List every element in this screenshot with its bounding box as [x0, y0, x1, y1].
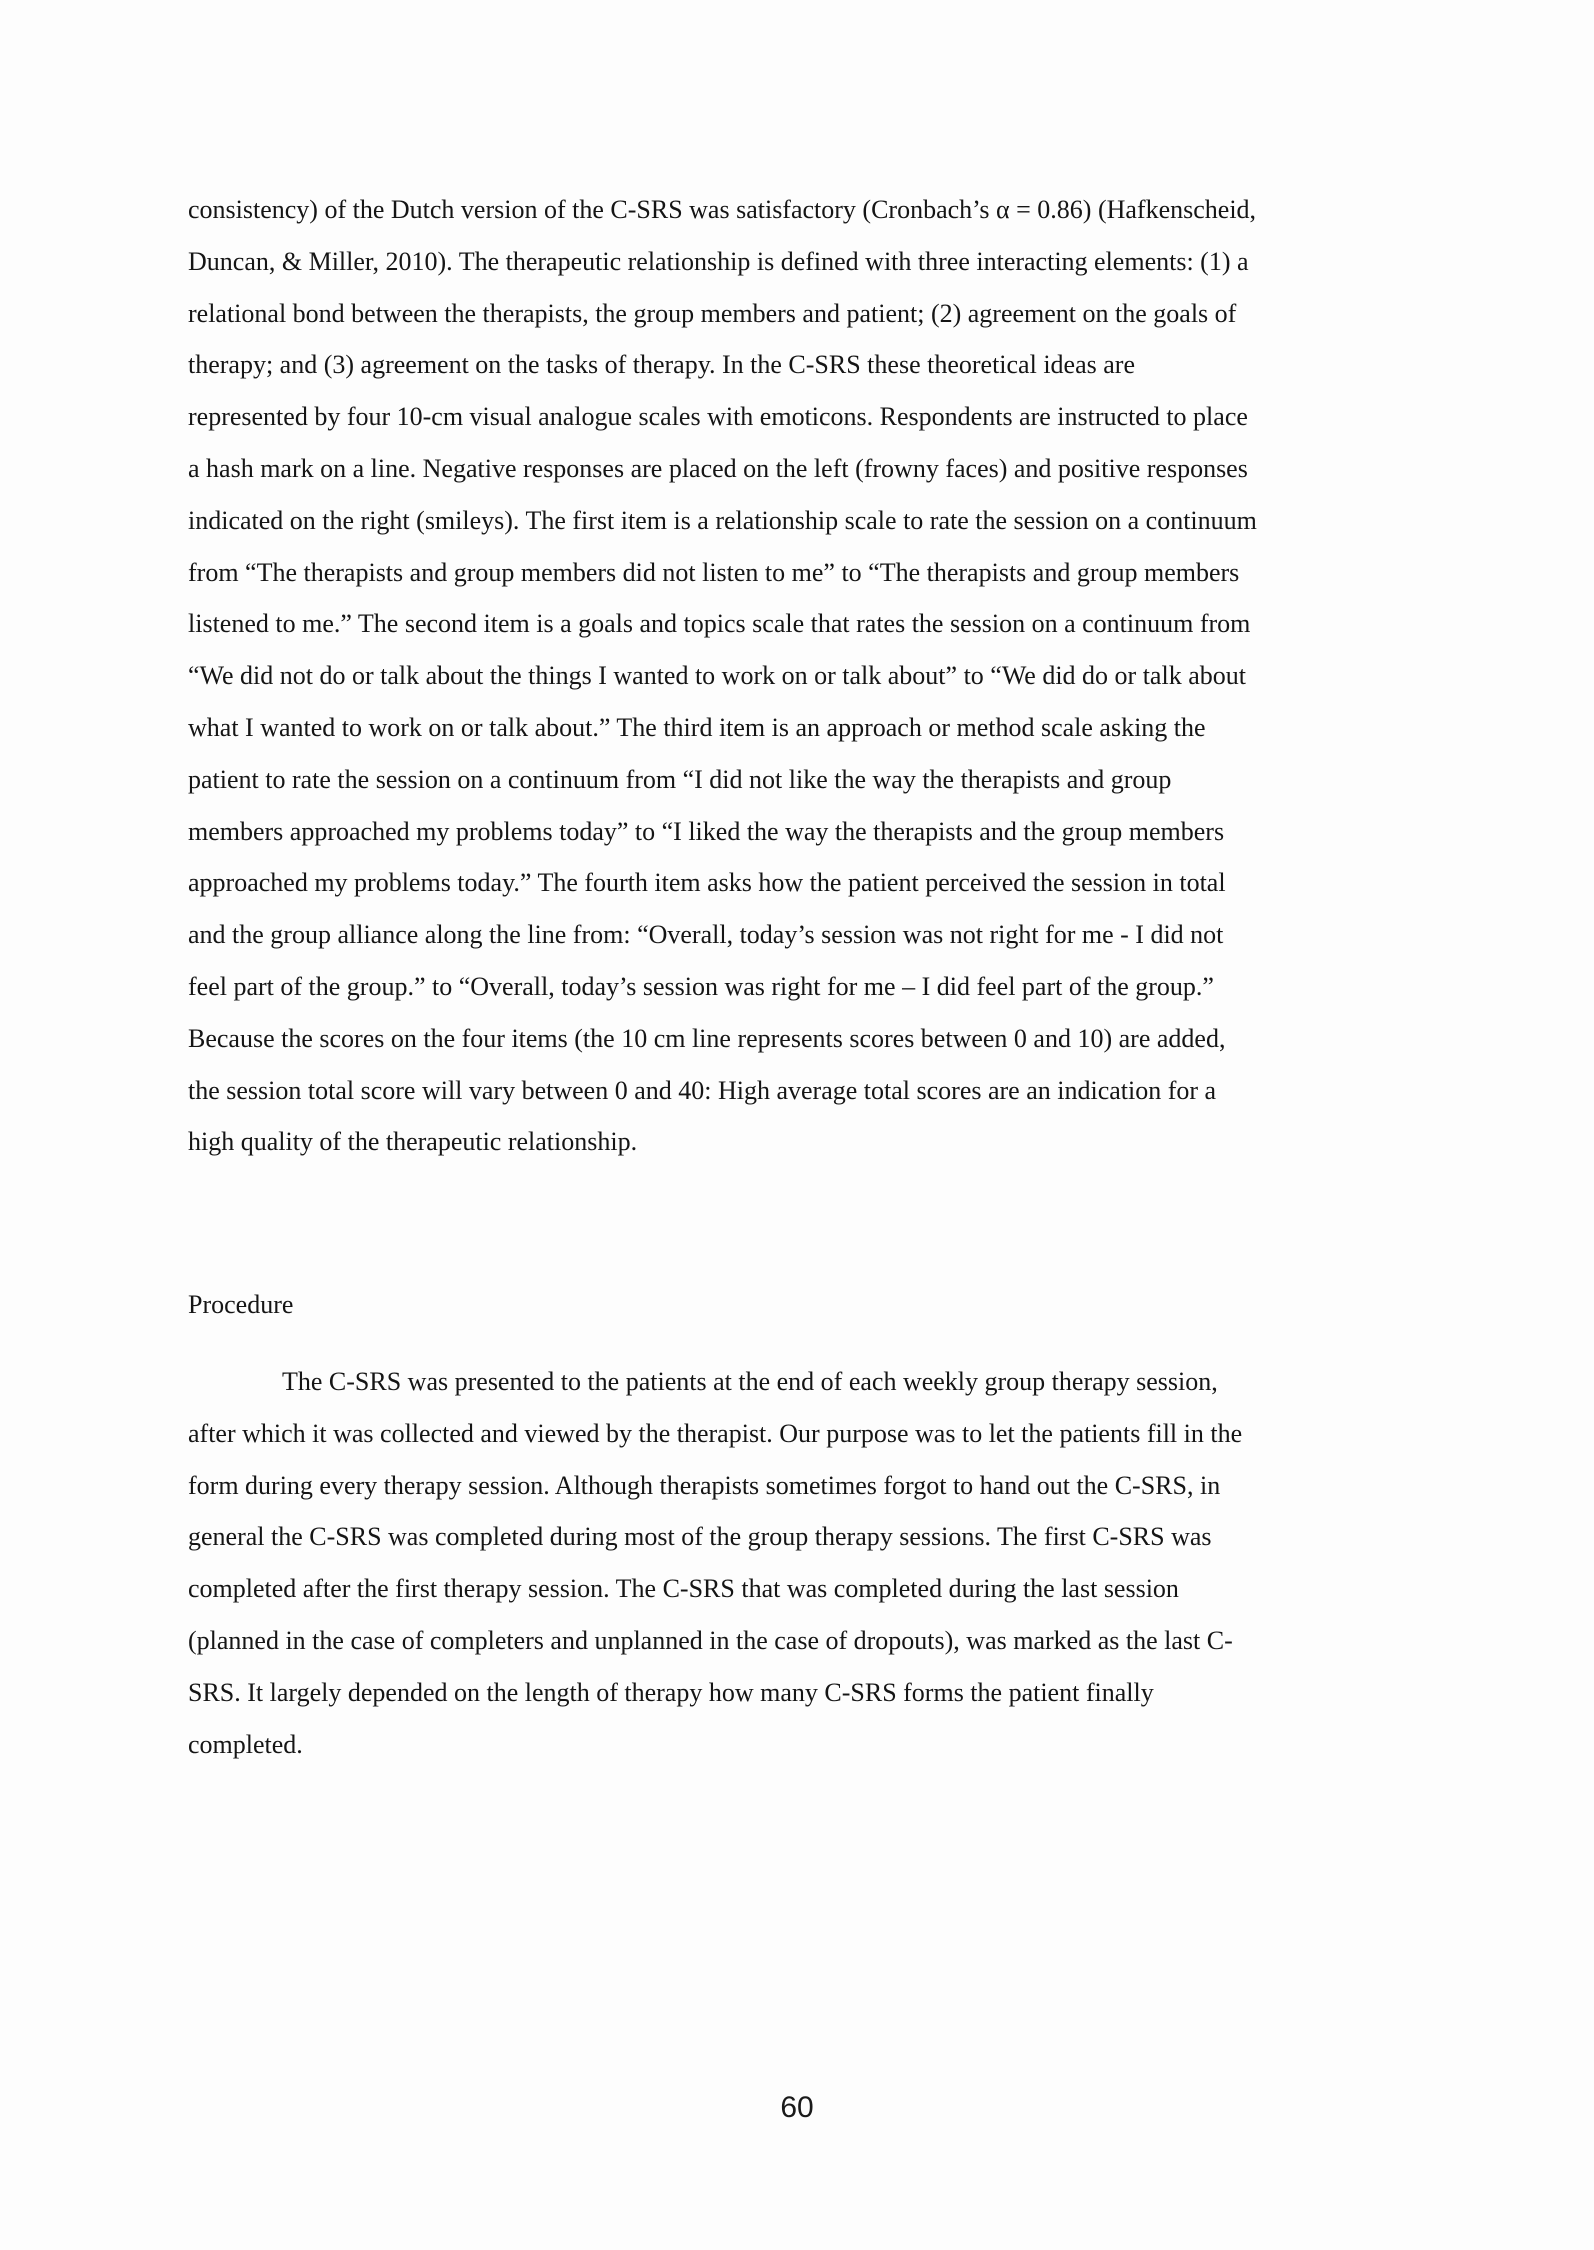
- paragraph-line: completed after the first therapy session. The C-SRS that was completed during the last session: [188, 1574, 1179, 1604]
- paragraph-line: SRS. It largely depended on the length of therapy how many C-SRS forms the patient finally: [188, 1677, 1154, 1707]
- paragraph-line: what I wanted to work on or talk about.” The third item is an approach or method scale asking the: [188, 712, 1206, 742]
- paragraph-line: (planned in the case of completers and unplanned in the case of dropouts), was marked as the last C-: [188, 1625, 1233, 1655]
- paragraph-line: relational bond between the therapists, the group members and patient; (2) agreement on the goals of: [188, 298, 1237, 328]
- paragraph-line: approached my problems today.” The fourth item asks how the patient perceived the session in total: [188, 868, 1226, 898]
- paragraph-line: Because the scores on the four items (the 10 cm line represents scores between 0 and 10) are added,: [188, 1023, 1226, 1053]
- paragraph-line: after which it was collected and viewed by the therapist. Our purpose was to let the patients fill in the: [188, 1418, 1243, 1448]
- paragraph-line: from “The therapists and group members did not listen to me” to “The therapists and group members: [188, 557, 1240, 587]
- paragraph-line: “We did not do or talk about the things I wanted to work on or talk about” to “We did do or talk about: [188, 661, 1246, 691]
- paragraph-line: general the C-SRS was completed during most of the group therapy sessions. The first C-SRS was: [188, 1522, 1212, 1552]
- paragraph-line: completed.: [188, 1729, 303, 1759]
- paragraph-line: listened to me.” The second item is a goals and topics scale that rates the session on a continuum from: [188, 609, 1251, 639]
- body-paragraph-2: [188, 1356, 1418, 1770]
- paragraph-line: the session total score will vary between 0 and 40: High average total scores are an indication for a: [188, 1075, 1217, 1105]
- paragraph-line: The C-SRS was presented to the patients at the end of each weekly group therapy session,: [282, 1367, 1218, 1396]
- paragraph-line: therapy; and (3) agreement on the tasks of therapy. In the C-SRS these theoretical ideas are: [188, 350, 1135, 380]
- section-heading: Procedure: [188, 1290, 294, 1319]
- body-paragraph-1: [188, 184, 1418, 1168]
- paragraph-line: and the group alliance along the line from: “Overall, today’s session was not right for me - I did not: [188, 920, 1224, 950]
- paragraph-line: members approached my problems today” to “I liked the way the therapists and the group members: [188, 816, 1225, 846]
- paragraph-line: Duncan, & Miller, 2010). The therapeutic relationship is defined with three interacting elements: (1) a: [188, 246, 1249, 276]
- paragraph-line: high quality of the therapeutic relationship.: [188, 1127, 638, 1157]
- paragraph-line: feel part of the group.” to “Overall, today’s session was right for me – I did feel part of the group.”: [188, 971, 1214, 1001]
- page-number: 60: [780, 2091, 814, 2124]
- paragraph-line: represented by four 10-cm visual analogue scales with emoticons. Respondents are instructed to place: [188, 402, 1248, 432]
- paragraph-line: indicated on the right (smileys). The first item is a relationship scale to rate the session on a continuum: [188, 505, 1257, 535]
- paragraph-line: consistency) of the Dutch version of the C-SRS was satisfactory (Cronbach’s α = 0.86) (Hafkenscheid,: [188, 195, 1257, 224]
- paragraph-line: patient to rate the session on a continuum from “I did not like the way the therapists and group: [188, 764, 1172, 794]
- paragraph-line: a hash mark on a line. Negative responses are placed on the left (frowny faces) and positive responses: [188, 453, 1248, 483]
- paragraph-line: form during every therapy session. Although therapists sometimes forgot to hand out the C-SRS, in: [188, 1470, 1221, 1500]
